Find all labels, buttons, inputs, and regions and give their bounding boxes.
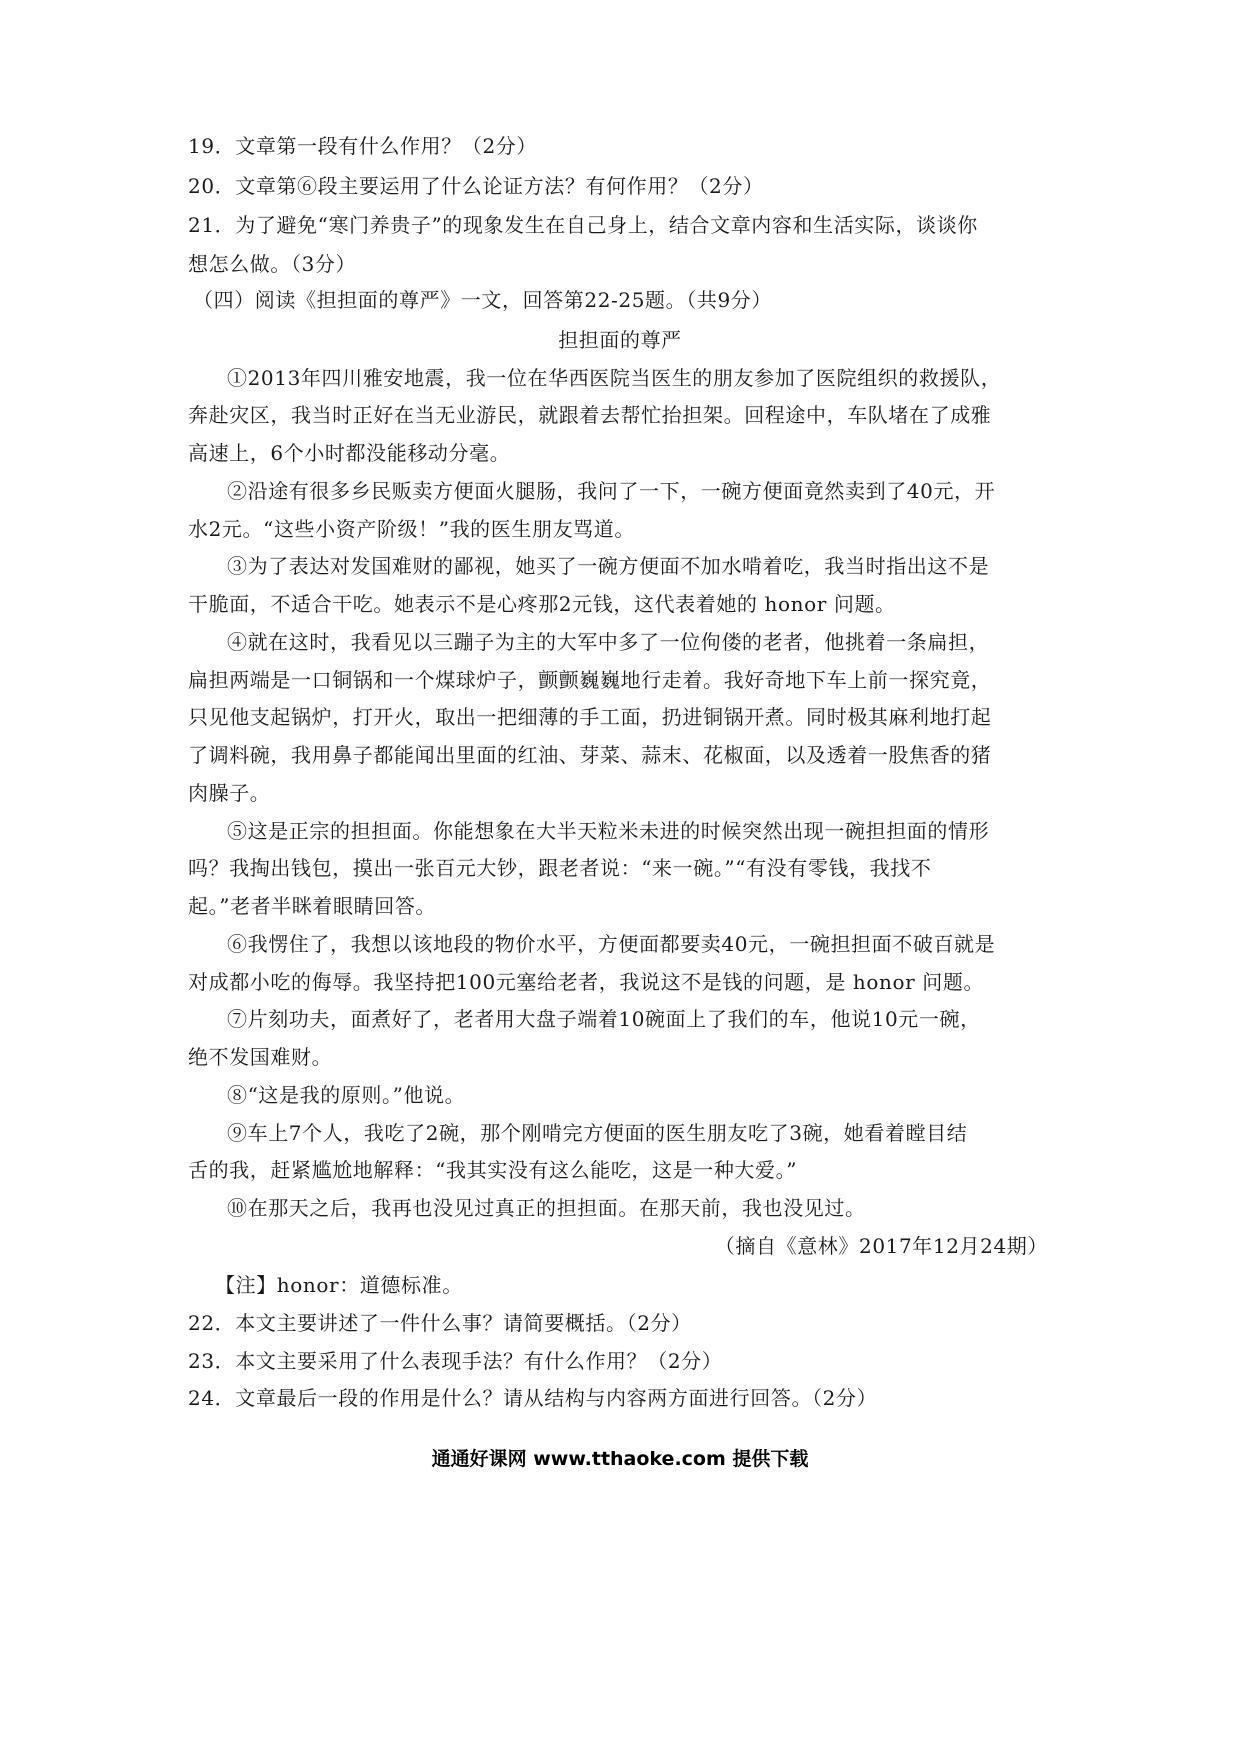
paragraph-3-line-2: 干脆面，不适合干吃。她表示不是心疼那2元钱，这代表着她的 honor 问题。 [188,592,896,616]
paragraph-7-line-1: ⑦片刻功夫，面煮好了，老者用大盘子端着10碗面上了我们的车，他说10元一碗， [227,1007,981,1031]
paragraph-1-line-1: ①2013年四川雅安地震，我一位在华西医院当医生的朋友参加了医院组织的救援队， [227,366,1002,390]
article-source: （摘自《意林》2017年12月24期） [714,1234,1048,1258]
paragraph-4-line-5: 肉臊子。 [188,781,271,805]
article-note: 【注】honor：道德标准。 [215,1273,463,1297]
question-22: 22．本文主要讲述了一件什么事？请简要概括。（2分） [188,1311,692,1335]
question-24: 24．文章最后一段的作用是什么？请从结构与内容两方面进行回答。（2分） [188,1386,878,1410]
paragraph-5-line-3: 起。”老者半眯着眼睛回答。 [188,894,437,918]
paragraph-1-line-3: 高速上，6个小时都没能移动分毫。 [188,441,511,465]
paragraph-1-line-2: 奔赴灾区，我当时正好在当无业游民，就跟着去帮忙抬担架。回程途中，车队堵在了成雅 [188,403,992,427]
paragraph-8: ⑧“这是我的原则。”他说。 [227,1083,466,1107]
download-footer: 通通好课网 www.tthaoke.com 提供下载 [431,1448,809,1470]
article-title: 担担面的尊严 [558,328,682,352]
paragraph-4-line-1: ④就在这时，我看见以三蹦子为主的大军中多了一位佝偻的老者，他挑着一条扁担， [227,630,990,654]
section-heading: （四）阅读《担担面的尊严》一文，回答第22-25题。（共9分） [193,288,772,312]
paragraph-4-line-3: 只见他支起锅炉，打开火，取出一把细薄的手工面，扔进铜锅开煮。同时极其麻利地打起 [188,705,992,729]
paragraph-3-line-1: ③为了表达对发国难财的鄙视，她买了一碗方便面不加水啃着吃，我当时指出这不是 [227,554,990,578]
paragraph-6-line-1: ⑥我愣住了，我想以该地段的物价水平，方便面都要卖40元，一碗担担面不破百就是 [227,932,996,956]
paragraph-5-line-1: ⑤这是正宗的担担面。你能想象在大半天粒米未进的时候突然出现一碗担担面的情形 [227,819,990,843]
question-23: 23．本文主要采用了什么表现手法？有什么作用？（2分） [188,1349,723,1373]
paragraph-9-line-2: 舌的我，赶紧尴尬地解释：“我其实没有这么能吃，这是一种大爱。” [188,1158,798,1182]
paragraph-10: ⑩在那天之后，我再也没见过真正的担担面。在那天前，我也没见过。 [227,1196,866,1220]
question-19: 19．文章第一段有什么作用？（2分） [188,134,537,158]
paragraph-6-line-2: 对成都小吃的侮辱。我坚持把100元塞给老者，我说这不是钱的问题，是 honor 问题。 [188,970,985,994]
question-21: 21．为了避免“寒门养贵子”的现象发生在自己身上，结合文章内容和生活实际，谈谈你 [188,213,978,237]
question-21-continued: 想怎么做。（3分） [188,252,357,276]
paragraph-2-line-1: ②沿途有很多乡民贩卖方便面火腿肠，我问了一下，一碗方便面竟然卖到了40元，开 [227,479,996,503]
paragraph-5-line-2: 吗？我掏出钱包，摸出一张百元大钞，跟老者说：“来一碗。”“有没有零钱，我找不 [188,856,932,880]
question-20: 20．文章第⑥段主要运用了什么论证方法？有何作用？（2分） [188,174,764,198]
paragraph-7-line-2: 绝不发国难财。 [188,1045,333,1069]
paragraph-4-line-2: 扁担两端是一口铜锅和一个煤球炉子，颤颤巍巍地行走着。我好奇地下车上前一探究竟， [188,668,992,692]
paragraph-2-line-2: 水2元。“这些小资产阶级！”我的医生朋友骂道。 [188,517,635,541]
paragraph-4-line-4: 了调料碗，我用鼻子都能闻出里面的红油、芽菜、蒜末、花椒面，以及透着一股焦香的猪 [188,743,992,767]
paragraph-9-line-1: ⑨车上7个人，我吃了2碗，那个刚啃完方便面的医生朋友吃了3碗，她看着瞠目结 [227,1121,968,1145]
